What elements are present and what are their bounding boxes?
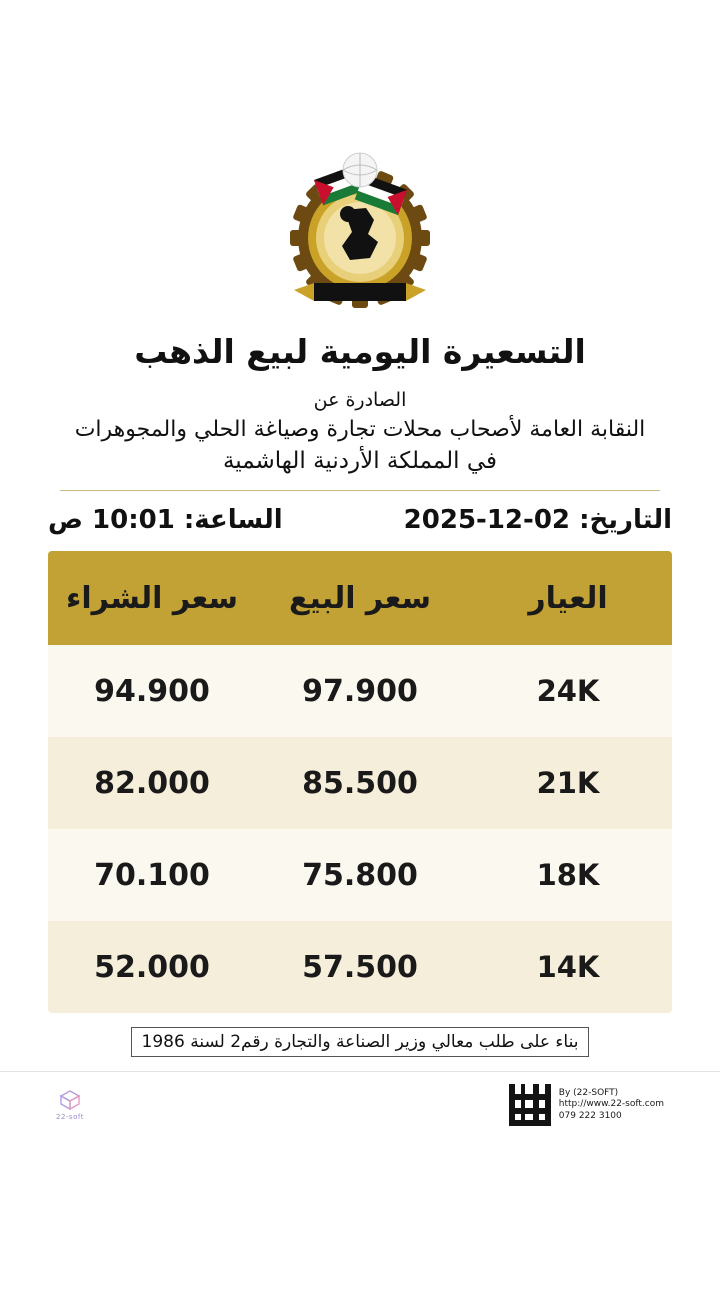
cell-karat: 24K bbox=[536, 674, 600, 708]
authority-line-1: النقابة العامة لأصحاب محلات تجارة وصياغة الحلي والمجوهرات bbox=[74, 417, 646, 442]
title-divider bbox=[60, 490, 660, 491]
logo-container bbox=[0, 0, 720, 320]
cube-logo-icon bbox=[59, 1089, 81, 1111]
page-title: التسعيرة اليومية لبيع الذهب bbox=[134, 332, 586, 371]
table-row bbox=[48, 921, 672, 1013]
date-label: التاريخ: bbox=[579, 505, 672, 535]
brand-block bbox=[56, 1089, 84, 1121]
gold-price-table bbox=[48, 551, 672, 1013]
cell-sell-price: 57.500 bbox=[302, 949, 418, 985]
issued-by-label: الصادرة عن bbox=[313, 389, 407, 411]
cell-sell-price: 75.800 bbox=[302, 857, 418, 893]
credit-block bbox=[509, 1084, 664, 1126]
cell-karat: 21K bbox=[536, 766, 600, 800]
authority-line-2: في المملكة الأردنية الهاشمية bbox=[222, 448, 498, 474]
credit-text bbox=[559, 1088, 664, 1122]
footer bbox=[0, 1072, 720, 1138]
table-row bbox=[48, 645, 672, 737]
credit-by: By (22-SOFT) bbox=[558, 1088, 619, 1099]
cell-buy-price: 70.100 bbox=[94, 857, 210, 893]
time-value: 10:01 ص bbox=[48, 505, 175, 535]
time-block bbox=[48, 505, 283, 535]
credit-phone: 079 222 3100 bbox=[558, 1110, 622, 1121]
column-header-sell-price: سعر البيع bbox=[288, 580, 432, 616]
credit-url[interactable]: http://www.22-soft.com bbox=[558, 1099, 664, 1110]
date-block bbox=[404, 505, 672, 535]
date-value: 02-12-2025 bbox=[403, 505, 571, 535]
table-row bbox=[48, 737, 672, 829]
cell-sell-price: 97.900 bbox=[302, 673, 418, 709]
cell-buy-price: 52.000 bbox=[94, 949, 210, 985]
cell-buy-price: 94.900 bbox=[94, 673, 210, 709]
cell-sell-price: 85.500 bbox=[302, 765, 418, 801]
footnote-text: بناء على طلب معالي وزير الصناعة والتجارة رقم2 لسنة 1986 bbox=[131, 1027, 590, 1057]
table-row bbox=[48, 829, 672, 921]
table-header-row bbox=[48, 551, 672, 645]
qr-code bbox=[509, 1084, 551, 1126]
footnote-container bbox=[48, 1027, 672, 1057]
brand-name: 22-soft bbox=[56, 1113, 84, 1121]
column-header-buy-price: سعر الشراء bbox=[66, 580, 238, 616]
cell-karat: 18K bbox=[536, 858, 600, 892]
cell-karat: 14K bbox=[536, 950, 600, 984]
date-time-row bbox=[48, 505, 672, 535]
table-body bbox=[48, 645, 672, 1013]
time-label: الساعة: bbox=[183, 505, 283, 535]
jordan-goldsmiths-union-emblem-icon bbox=[270, 140, 450, 320]
cell-buy-price: 82.000 bbox=[94, 765, 210, 801]
column-header-karat: العيار bbox=[528, 580, 608, 616]
